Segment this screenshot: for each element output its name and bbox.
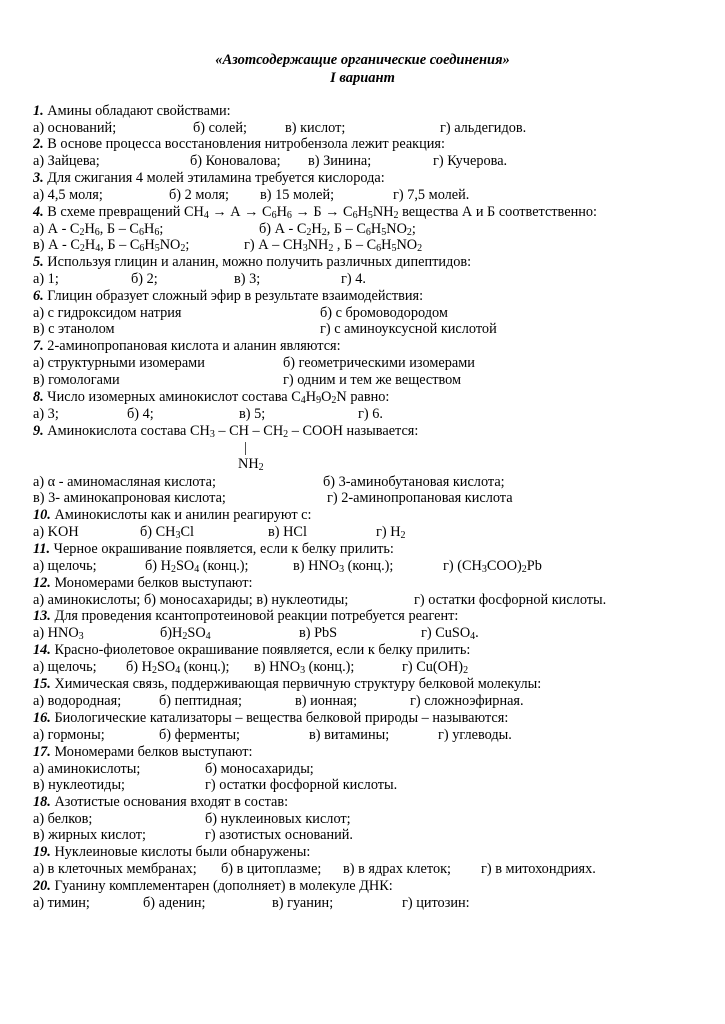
question-text: Для проведения ксантопротеиновой реакции потребуется реагент: bbox=[50, 608, 459, 624]
question-number: 2. bbox=[33, 136, 44, 152]
option-a[interactable]: а) 3; bbox=[33, 406, 59, 422]
option-d[interactable]: г) 6. bbox=[358, 406, 383, 422]
question-18 bbox=[33, 794, 288, 810]
question-20 bbox=[33, 878, 393, 894]
option-b[interactable]: $б)H_2SO_4$ bbox=[160, 625, 211, 642]
option-b[interactable]: б) $CH_3Cl$ bbox=[140, 524, 194, 541]
question-17 bbox=[33, 744, 253, 760]
question-number: 15. bbox=[33, 676, 51, 692]
question-number: 20. bbox=[33, 878, 51, 894]
option-c[interactable]: в) А - $C_2H_4$, Б – $C_6H_5NO_2$; bbox=[33, 237, 190, 254]
question-text: Нуклеиновые кислоты были обнаружены: bbox=[50, 844, 311, 860]
option-d[interactable]: г) одним и тем же веществом bbox=[283, 372, 462, 388]
question-text: Амины обладают свойствами: bbox=[43, 103, 231, 119]
option-d[interactable]: г) в митохондриях. bbox=[481, 861, 596, 877]
question-number: 8. bbox=[33, 389, 44, 405]
option-d[interactable]: г) остатки фосфорной кислоты. bbox=[205, 777, 398, 793]
question-text: Азотистые основания входят в состав: bbox=[50, 794, 289, 810]
option-c[interactable]: в) HCl bbox=[268, 524, 307, 540]
option-a[interactable]: а) α - аминомасляная кислота; bbox=[33, 474, 216, 490]
option-a[interactable]: а) аминокислоты; bbox=[33, 761, 141, 777]
question-number: 6. bbox=[33, 288, 44, 304]
question-number: 5. bbox=[33, 254, 44, 270]
option-d[interactable]: г) с аминоуксусной кислотой bbox=[320, 321, 497, 337]
option-b[interactable]: б) нуклеиновых кислот; bbox=[205, 811, 351, 827]
option-d[interactable]: г) 7,5 молей. bbox=[393, 187, 470, 203]
option-d[interactable]: г) углеводы. bbox=[438, 727, 512, 743]
option-a[interactable]: а) водородная; bbox=[33, 693, 122, 709]
option-c[interactable]: в) нуклеотиды; bbox=[33, 777, 126, 793]
formula-group: $NH_2$ bbox=[238, 456, 264, 473]
option-d[interactable]: г) азотистых оснований. bbox=[205, 827, 353, 843]
option-a[interactable]: а) KOH bbox=[33, 524, 79, 540]
option-a[interactable]: а) щелочь; bbox=[33, 659, 97, 675]
question-number: 14. bbox=[33, 642, 51, 658]
option-c[interactable]: в) 3; bbox=[234, 271, 261, 287]
option-a[interactable]: а) А - $C_2H_6$, Б – $C_6H_6$; bbox=[33, 221, 164, 238]
question-number: 12. bbox=[33, 575, 51, 591]
option-b[interactable]: б) моносахариды; bbox=[205, 761, 314, 777]
question-text: 2-аминопропановая кислота и аланин являются: bbox=[43, 338, 341, 354]
question-16 bbox=[33, 710, 508, 726]
question-text: Черное окрашивание появляется, если к белку прилить: bbox=[50, 541, 394, 557]
question-text: Глицин образует сложный эфир в результате взаимодействия: bbox=[43, 288, 424, 304]
question-15 bbox=[33, 676, 541, 692]
option-c[interactable]: в) $HNO_3$ (конц.); bbox=[293, 558, 394, 575]
option-b[interactable]: б) $H_2SO_4$ (конц.); bbox=[145, 558, 249, 575]
question-12 bbox=[33, 575, 253, 591]
question-number: 17. bbox=[33, 744, 51, 760]
option-b[interactable]: б) в цитоплазме; bbox=[221, 861, 322, 877]
formula-bond: | bbox=[244, 440, 247, 456]
option-d[interactable]: г) $(CH_3COO)_2Pb$ bbox=[443, 558, 542, 575]
question-14 bbox=[33, 642, 470, 658]
question-text: Мономерами белков выступают: bbox=[50, 575, 253, 591]
question-number: 7. bbox=[33, 338, 44, 354]
option-d[interactable]: г) цитозин: bbox=[402, 895, 470, 911]
option-c[interactable]: в) жирных кислот; bbox=[33, 827, 146, 843]
option-b[interactable]: б) А - $C_2H_2$, Б – $C_6H_5NO_2$; bbox=[259, 221, 416, 238]
option-a[interactable]: а) белков; bbox=[33, 811, 93, 827]
option-b[interactable]: б) аденин; bbox=[143, 895, 206, 911]
question-text: Химическая связь, поддерживающая первичную структуру белковой молекулы: bbox=[50, 676, 542, 692]
variant-title: I вариант bbox=[330, 70, 395, 86]
option-c[interactable]: в) PbS bbox=[299, 625, 338, 641]
question-4 bbox=[33, 204, 597, 220]
option-b[interactable]: б) ферменты; bbox=[159, 727, 241, 743]
option-b[interactable]: б) солей; bbox=[193, 120, 248, 136]
option-a[interactable]: а) 1; bbox=[33, 271, 59, 287]
option-a[interactable]: а) структурными изомерами bbox=[33, 355, 205, 371]
option-c[interactable]: в) кислот; bbox=[285, 120, 346, 136]
option-a[interactable]: а) Зайцева; bbox=[33, 153, 100, 169]
question-text: В схеме превращений $CH_4 \to А \to C_6H_6 \to Б \to C_6H_5NH_2$ вещества А и Б соответственно: bbox=[43, 204, 597, 221]
question-text: Аминокислота состава $CH_3$ – CH – $CH_2$ – COOH называется: bbox=[43, 423, 419, 440]
question-9 bbox=[33, 423, 418, 439]
question-1 bbox=[33, 103, 231, 119]
option-d[interactable]: г) 2-аминопропановая кислота bbox=[327, 490, 513, 506]
question-text: Гуанину комплементарен (дополняет) в молекуле ДНК: bbox=[50, 878, 393, 894]
option-b[interactable]: б) Коновалова; bbox=[190, 153, 281, 169]
option-a[interactable]: а) $HNO_3$ bbox=[33, 625, 84, 642]
question-number: 16. bbox=[33, 710, 51, 726]
question-11 bbox=[33, 541, 394, 557]
option-c[interactable]: в) $HNO_3$ (конц.); bbox=[254, 659, 355, 676]
question-number: 9. bbox=[33, 423, 44, 439]
option-d[interactable]: г) Кучерова. bbox=[433, 153, 508, 169]
option-c[interactable]: в) гомологами bbox=[33, 372, 120, 388]
question-3 bbox=[33, 170, 385, 186]
question-13 bbox=[33, 608, 458, 624]
question-text: Биологические катализаторы – вещества белковой природы – называются: bbox=[50, 710, 509, 726]
question-10 bbox=[33, 507, 312, 523]
option-a[interactable]: а) оснований; bbox=[33, 120, 117, 136]
question-number: 13. bbox=[33, 608, 51, 624]
option-b[interactable]: б) 3-аминобутановая кислота; bbox=[323, 474, 505, 490]
question-text: Аминокислоты как и анилин реагируют с: bbox=[50, 507, 312, 523]
option-d[interactable]: г) $H_2$ bbox=[376, 524, 406, 541]
question-2 bbox=[33, 136, 445, 152]
question-text: В основе процесса восстановления нитробензола лежит реакция: bbox=[43, 136, 445, 152]
page-title: «Азотсодержащие органические соединения» bbox=[215, 52, 510, 68]
option-c[interactable]: в) 3- аминокапроновая кислота; bbox=[33, 490, 226, 506]
option-a[interactable]: а) гормоны; bbox=[33, 727, 105, 743]
question-number: 18. bbox=[33, 794, 51, 810]
question-number: 19. bbox=[33, 844, 51, 860]
option-b[interactable]: б) $H_2SO_4$ (конц.); bbox=[126, 659, 230, 676]
option-c[interactable]: в) 5; bbox=[239, 406, 266, 422]
option-c[interactable]: в) в ядрах клеток; bbox=[343, 861, 452, 877]
question-7 bbox=[33, 338, 341, 354]
option-c[interactable]: в) 15 молей; bbox=[260, 187, 335, 203]
option-d[interactable]: г) 4. bbox=[341, 271, 366, 287]
option-c[interactable]: в) Зинина; bbox=[308, 153, 372, 169]
option-a[interactable]: а) в клеточных мембранах; bbox=[33, 861, 197, 877]
option-b[interactable]: б) пептидная; bbox=[159, 693, 242, 709]
option-b[interactable]: б) 2; bbox=[131, 271, 158, 287]
question-5 bbox=[33, 254, 471, 270]
question-text: Число изомерных аминокислот состава $C_4H_9O_2N$ равно: bbox=[43, 389, 390, 406]
question-number: 11. bbox=[33, 541, 51, 557]
option-d[interactable]: г) $Cu(OH)_2$ bbox=[402, 659, 469, 676]
question-text: Мономерами белков выступают: bbox=[50, 744, 253, 760]
option-c[interactable]: в) гуанин; bbox=[272, 895, 334, 911]
question-6 bbox=[33, 288, 423, 304]
question-number: 10. bbox=[33, 507, 51, 523]
option-b[interactable]: б) геометрическими изомерами bbox=[283, 355, 475, 371]
option-d[interactable]: г) альдегидов. bbox=[440, 120, 527, 136]
option-d[interactable]: г) остатки фосфорной кислоты. bbox=[414, 592, 607, 608]
option-b[interactable]: б) с бромоводородом bbox=[320, 305, 448, 321]
option-abc[interactable]: а) аминокислоты; б) моносахариды; в) нуклеотиды; bbox=[33, 592, 349, 608]
option-a[interactable]: а) 4,5 моля; bbox=[33, 187, 103, 203]
question-number: 1. bbox=[33, 103, 44, 119]
question-number: 4. bbox=[33, 204, 44, 220]
option-a[interactable]: а) щелочь; bbox=[33, 558, 97, 574]
option-d[interactable]: г) А – $CH_3NH_2$ , Б – $C_6H_5NO_2$ bbox=[244, 237, 423, 254]
option-c[interactable]: в) ионная; bbox=[295, 693, 358, 709]
option-b[interactable]: б) 2 моля; bbox=[169, 187, 230, 203]
option-c[interactable]: в) с этанолом bbox=[33, 321, 115, 337]
option-d[interactable]: г) CuSO$_4$. bbox=[421, 625, 479, 642]
option-d[interactable]: г) сложноэфирная. bbox=[410, 693, 524, 709]
question-text: Используя глицин и аланин, можно получить различных дипептидов: bbox=[43, 254, 472, 270]
option-a[interactable]: а) с гидроксидом натрия bbox=[33, 305, 182, 321]
question-text: Для сжигания 4 молей этиламина требуется кислорода: bbox=[43, 170, 385, 186]
option-c[interactable]: в) витамины; bbox=[309, 727, 390, 743]
question-number: 3. bbox=[33, 170, 44, 186]
question-19 bbox=[33, 844, 310, 860]
question-text: Красно-фиолетовое окрашивание появляется, если к белку прилить: bbox=[50, 642, 471, 658]
option-a[interactable]: а) тимин; bbox=[33, 895, 90, 911]
question-8 bbox=[33, 389, 389, 405]
option-b[interactable]: б) 4; bbox=[127, 406, 154, 422]
